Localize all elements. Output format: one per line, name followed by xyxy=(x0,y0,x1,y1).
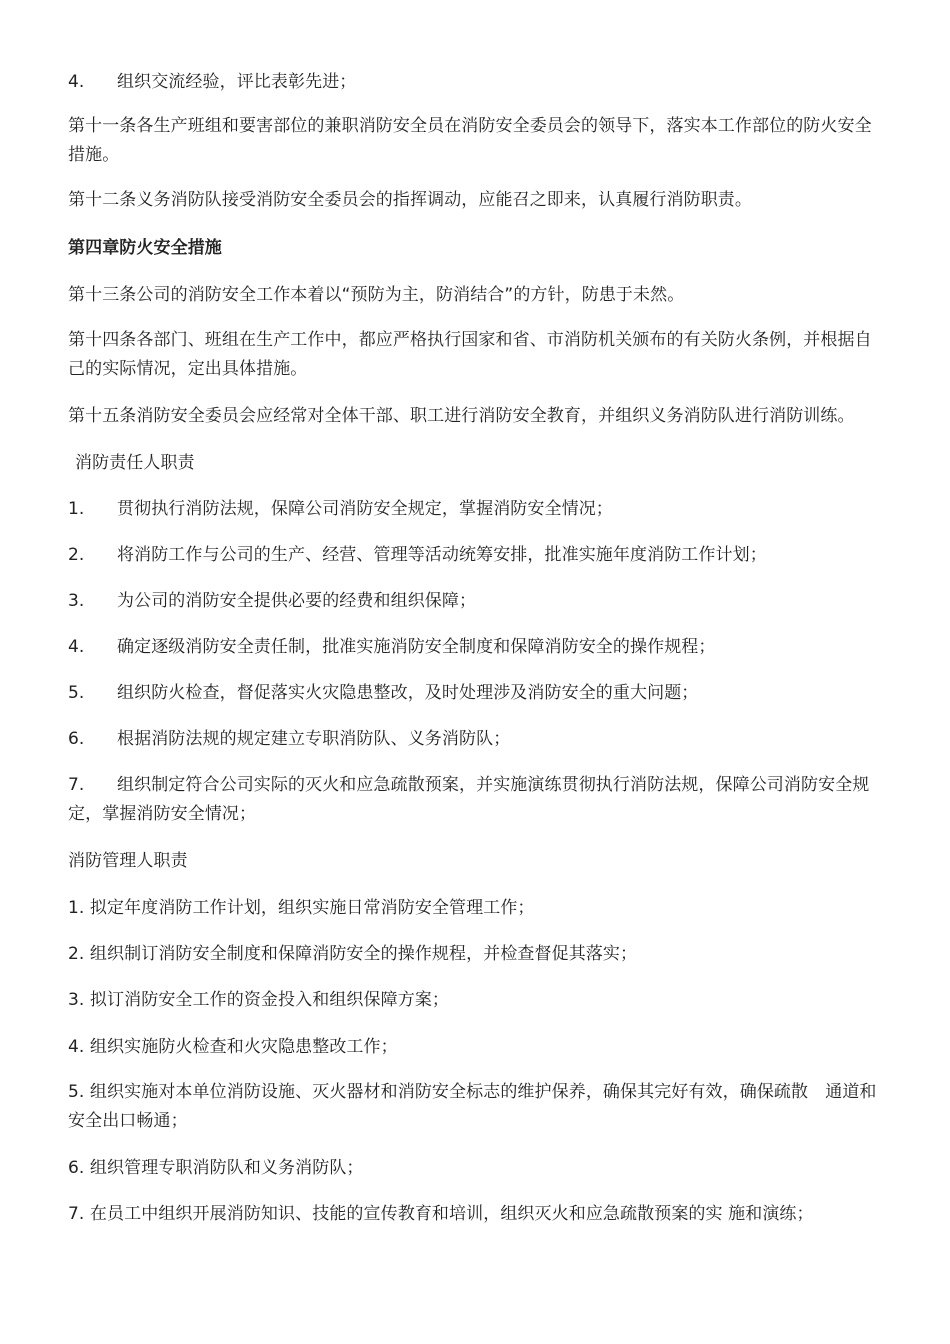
list-number: 6. xyxy=(68,729,85,749)
list-item: 7. 在员工中组织开展消防知识、技能的宣传教育和培训，组织灭火和应急疏散预案的实 施和演练； xyxy=(68,1204,814,1224)
section-heading: 消防责任人职责 xyxy=(75,453,195,473)
list-number: 4. xyxy=(68,72,85,92)
list-item xyxy=(68,495,882,524)
paragraph: 第十四条各部门、班组在生产工作中，都应严格执行国家和省、市消防机关颁布的有关防火条例，并根据自己的实际情况，定出具体措施。 xyxy=(68,330,872,379)
list-item xyxy=(68,725,882,754)
list-item xyxy=(68,771,882,829)
list-item: 5. 组织实施对本单位消防设施、灭火器材和消防安全标志的维护保养，确保其完好有效，确保疏散 通道和安全出口畅通； xyxy=(68,1082,877,1131)
list-item: 3. 拟订消防安全工作的资金投入和组织保障方案； xyxy=(68,990,450,1010)
list-text: 贯彻执行消防法规，保障公司消防安全规定，掌握消防安全情况； xyxy=(117,499,613,519)
list-text: 为公司的消防安全提供必要的经费和组织保障； xyxy=(117,591,477,611)
list-item: 4. 组织实施防火检查和火灾隐患整改工作； xyxy=(68,1037,398,1057)
list-item: 1. 拟定年度消防工作计划，组织实施日常消防安全管理工作； xyxy=(68,898,535,918)
list-number: 1. xyxy=(68,499,85,519)
chapter-heading: 第四章防火安全措施 xyxy=(68,238,222,258)
list-number: 7. xyxy=(68,775,85,795)
list-item xyxy=(68,633,882,662)
list-item xyxy=(68,679,882,708)
list-item: 2. 组织制订消防安全制度和保障消防安全的操作规程，并检查督促其落实； xyxy=(68,944,638,964)
list-number: 2. xyxy=(68,545,85,565)
paragraph: 第十三条公司的消防安全工作本着以“预防为主，防消结合”的方针，防患于未然。 xyxy=(68,285,685,305)
list-text: 将消防工作与公司的生产、经营、管理等活动统筹安排，批准实施年度消防工作计划； xyxy=(117,545,767,565)
paragraph: 第十一条各生产班组和要害部位的兼职消防安全员在消防安全委员会的领导下，落实本工作部位的防火安全措施。 xyxy=(68,116,872,165)
list-text: 组织交流经验，评比表彰先进； xyxy=(117,72,357,92)
list-text: 根据消防法规的规定建立专职消防队、义务消防队； xyxy=(117,729,511,749)
section-heading: 消防管理人职责 xyxy=(68,851,188,871)
list-text: 组织防火检查，督促落实火灾隐患整改，及时处理涉及消防安全的重大问题； xyxy=(117,683,699,703)
list-item xyxy=(68,541,882,570)
list-item xyxy=(68,68,882,97)
list-text: 组织制定符合公司实际的灭火和应急疏散预案，并实施演练贯彻执行消防法规，保障公司消防安全规定，掌握消防安全情况； xyxy=(68,775,870,824)
list-item xyxy=(68,587,882,616)
list-number: 5. xyxy=(68,683,85,703)
paragraph: 第十五条消防安全委员会应经常对全体干部、职工进行消防安全教育，并组织义务消防队进行消防训练。 xyxy=(68,406,855,426)
list-item: 6. 组织管理专职消防队和义务消防队； xyxy=(68,1158,364,1178)
paragraph: 第十二条义务消防队接受消防安全委员会的指挥调动，应能召之即来，认真履行消防职责。 xyxy=(68,190,752,210)
list-number: 4. xyxy=(68,637,85,657)
list-text: 确定逐级消防安全责任制，批准实施消防安全制度和保障消防安全的操作规程； xyxy=(117,637,716,657)
list-number: 3. xyxy=(68,591,85,611)
